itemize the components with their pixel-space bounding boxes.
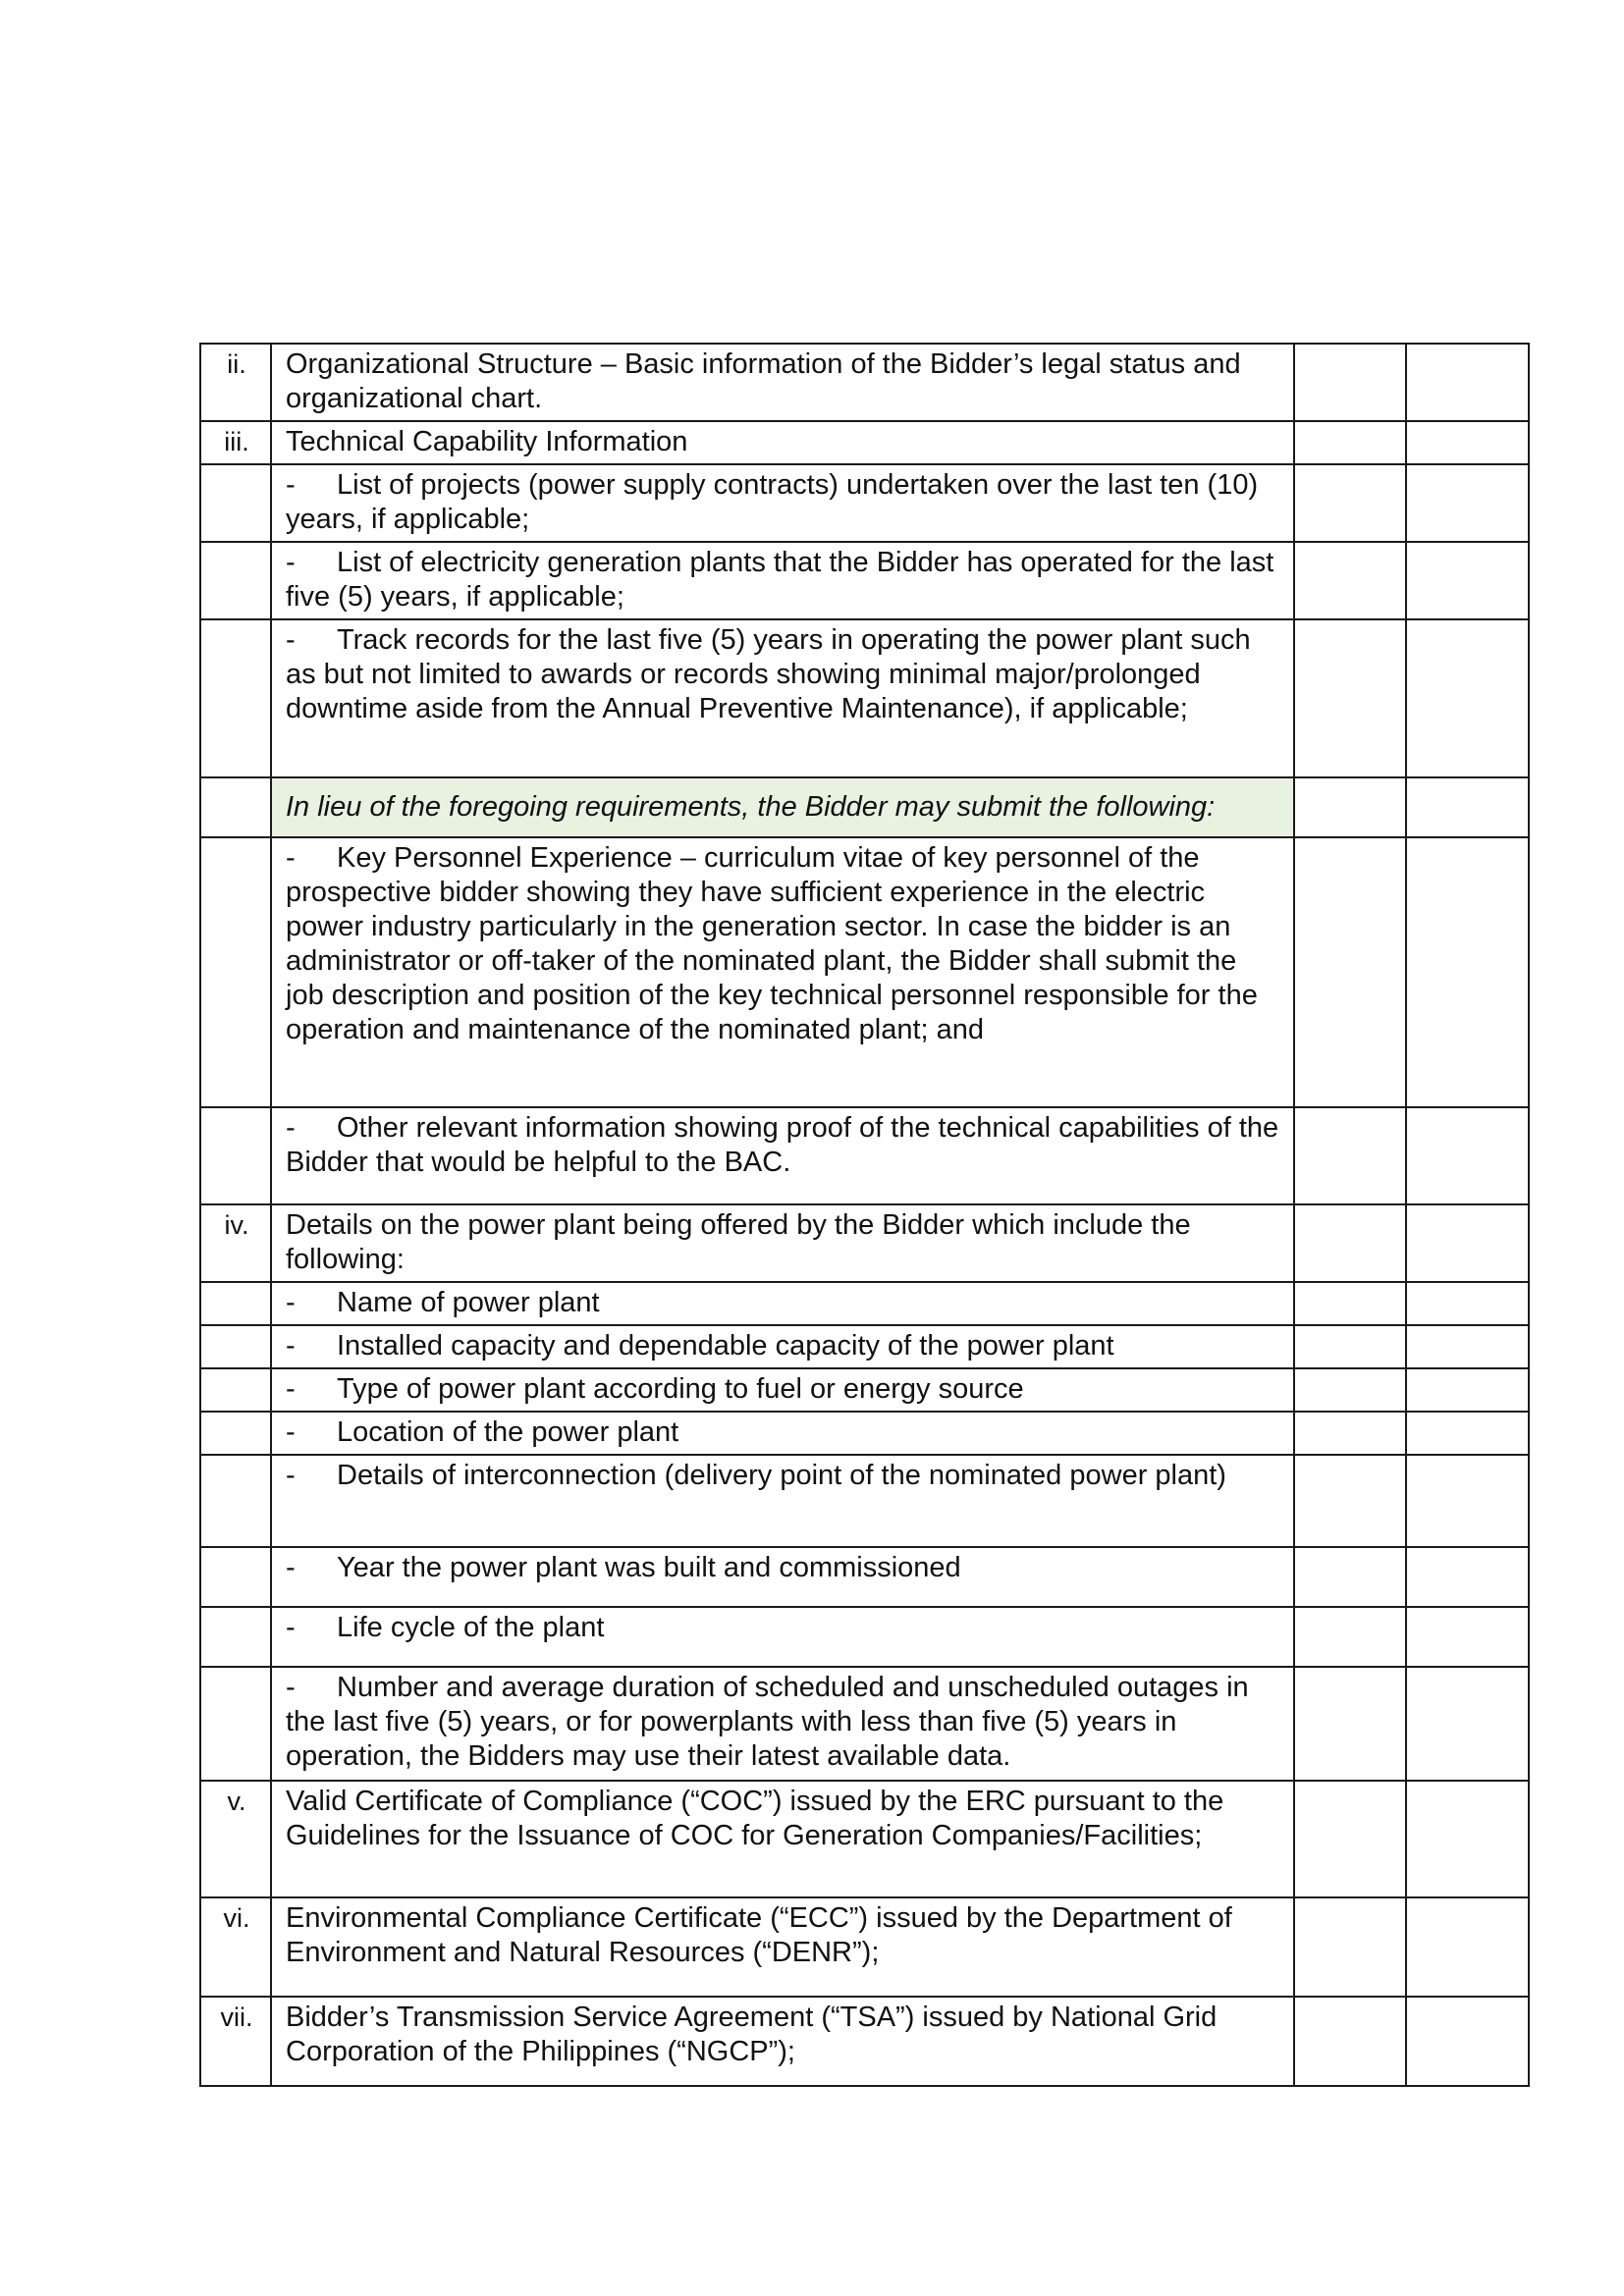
requirement-description-cell	[271, 1107, 1294, 1204]
table-row	[200, 1897, 1529, 1997]
bullet-dash: -	[286, 1373, 296, 1405]
requirement-text: Valid Certificate of Compliance (“COC”) issued by the ERC pursuant to the Guidelines for the Issuance of COC for Generation Companies/Facilities;	[286, 1786, 1224, 1851]
requirement-description-cell	[271, 1368, 1294, 1412]
requirement-description-cell	[271, 1897, 1294, 1997]
bullet-dash: -	[286, 1112, 296, 1144]
compliance-check-cell-b	[1406, 344, 1529, 421]
requirement-description-cell	[271, 464, 1294, 542]
table-row	[200, 777, 1529, 837]
requirement-description-cell	[271, 1997, 1294, 2086]
compliance-check-cell-a	[1294, 1204, 1406, 1282]
compliance-check-cell-b	[1406, 1368, 1529, 1412]
bullet-dash: -	[286, 1612, 296, 1643]
compliance-check-cell-b	[1406, 1667, 1529, 1781]
compliance-check-cell-a	[1294, 1997, 1406, 2086]
item-number-cell	[200, 1325, 271, 1368]
compliance-check-cell-a	[1294, 1368, 1406, 1412]
note-cell	[271, 777, 1294, 837]
compliance-check-cell-a	[1294, 421, 1406, 464]
compliance-check-cell-b	[1406, 1781, 1529, 1897]
requirement-text: Number and average duration of scheduled and unscheduled outages in the last five (5) years, or for powerplants with less than five (5) years in operation, the Bidders may use their latest available data.	[286, 1672, 1249, 1772]
compliance-check-cell-b	[1406, 1107, 1529, 1204]
compliance-check-cell-a	[1294, 464, 1406, 542]
compliance-check-cell-a	[1294, 619, 1406, 777]
requirement-text: Details on the power plant being offered by the Bidder which include the following:	[286, 1209, 1191, 1275]
requirement-text: Organizational Structure – Basic information of the Bidder’s legal status and organizational chart.	[286, 348, 1241, 414]
compliance-check-cell-b	[1406, 1997, 1529, 2086]
table-row	[200, 464, 1529, 542]
table-row	[200, 619, 1529, 777]
item-number-cell	[200, 1107, 271, 1204]
compliance-check-cell-b	[1406, 1412, 1529, 1455]
item-number-cell	[200, 1667, 271, 1781]
item-number-cell: vi.	[200, 1897, 271, 1997]
compliance-check-cell-b	[1406, 1204, 1529, 1282]
item-number-cell: iii.	[200, 421, 271, 464]
requirement-text: List of electricity generation plants that the Bidder has operated for the last five (5) years, if applicable;	[286, 547, 1274, 613]
requirement-text: Other relevant information showing proof of the technical capabilities of the Bidder that would be helpful to the BAC.	[286, 1112, 1279, 1178]
compliance-check-cell-b	[1406, 837, 1529, 1107]
requirement-description-cell	[271, 421, 1294, 464]
requirement-description-cell	[271, 344, 1294, 421]
item-number-cell: vii.	[200, 1997, 271, 2086]
table-row	[200, 1412, 1529, 1455]
requirement-description-cell	[271, 1781, 1294, 1897]
table-row	[200, 1547, 1529, 1607]
bullet-dash: -	[286, 1330, 296, 1362]
requirement-text: Bidder’s Transmission Service Agreement (“TSA”) issued by National Grid Corporation of the Philippines (“NGCP”);	[286, 2002, 1218, 2067]
compliance-check-cell-a	[1294, 1897, 1406, 1997]
compliance-check-cell-a	[1294, 1412, 1406, 1455]
item-number-cell	[200, 1412, 271, 1455]
requirement-description-cell	[271, 1204, 1294, 1282]
item-number-cell	[200, 619, 271, 777]
requirement-text: In lieu of the foregoing requirements, the Bidder may submit the following:	[286, 790, 1216, 823]
table-row	[200, 542, 1529, 619]
bullet-dash: -	[286, 469, 296, 501]
compliance-check-cell-b	[1406, 1897, 1529, 1997]
compliance-check-cell-a	[1294, 1547, 1406, 1607]
requirement-text: Details of interconnection (delivery point of the nominated power plant)	[337, 1460, 1226, 1491]
requirement-description-cell	[271, 1547, 1294, 1607]
requirement-description-cell	[271, 1667, 1294, 1781]
requirement-description-cell	[271, 1325, 1294, 1368]
bullet-dash: -	[286, 1287, 296, 1318]
requirement-text: Technical Capability Information	[286, 426, 688, 457]
table-row	[200, 1997, 1529, 2086]
requirement-text: Location of the power plant	[337, 1416, 679, 1448]
compliance-check-cell-b	[1406, 777, 1529, 837]
bullet-dash: -	[286, 1672, 296, 1703]
requirement-text: Name of power plant	[337, 1287, 600, 1318]
compliance-check-cell-a	[1294, 1455, 1406, 1547]
compliance-check-cell-b	[1406, 1282, 1529, 1325]
requirements-table	[199, 343, 1530, 2087]
item-number-cell	[200, 1547, 271, 1607]
bullet-dash: -	[286, 1460, 296, 1491]
table-row	[200, 1107, 1529, 1204]
compliance-check-cell-b	[1406, 1455, 1529, 1547]
requirement-description-cell	[271, 542, 1294, 619]
item-number-cell: ii.	[200, 344, 271, 421]
bullet-dash: -	[286, 842, 296, 874]
requirement-description-cell	[271, 1282, 1294, 1325]
item-number-cell: iv.	[200, 1204, 271, 1282]
item-number-cell	[200, 1282, 271, 1325]
item-number-cell	[200, 837, 271, 1107]
table-row	[200, 1607, 1529, 1667]
requirement-text: List of projects (power supply contracts) undertaken over the last ten (10) years, if applicable;	[286, 469, 1259, 535]
requirement-text: Key Personnel Experience – curriculum vitae of key personnel of the prospective bidder showing they have sufficient experience in the electric power industry particularly in the generation sector. In case the bidder is an administrator or off-taker of the nominated plant, the Bidder shall submit the job description and position of the key technical personnel responsible for the operation and maintenance of the nominated plant; and	[286, 842, 1258, 1045]
requirement-text: Life cycle of the plant	[337, 1612, 605, 1643]
table-row	[200, 837, 1529, 1107]
compliance-check-cell-a	[1294, 1282, 1406, 1325]
bullet-dash: -	[286, 547, 296, 578]
compliance-check-cell-b	[1406, 542, 1529, 619]
item-number-cell	[200, 542, 271, 619]
compliance-check-cell-b	[1406, 1607, 1529, 1667]
table-row	[200, 1455, 1529, 1547]
requirement-description-cell	[271, 1607, 1294, 1667]
compliance-check-cell-a	[1294, 1667, 1406, 1781]
requirement-text: Installed capacity and dependable capacity of the power plant	[337, 1330, 1114, 1362]
table-row	[200, 1204, 1529, 1282]
requirement-description-cell	[271, 837, 1294, 1107]
item-number-cell	[200, 1607, 271, 1667]
compliance-check-cell-b	[1406, 1547, 1529, 1607]
requirement-text: Year the power plant was built and commissioned	[337, 1552, 961, 1583]
item-number-cell	[200, 777, 271, 837]
table-row	[200, 344, 1529, 421]
table-row	[200, 1282, 1529, 1325]
table-row	[200, 1781, 1529, 1897]
compliance-check-cell-b	[1406, 464, 1529, 542]
item-number-cell	[200, 464, 271, 542]
compliance-check-cell-a	[1294, 542, 1406, 619]
compliance-check-cell-a	[1294, 777, 1406, 837]
table-row	[200, 1368, 1529, 1412]
compliance-check-cell-a	[1294, 344, 1406, 421]
item-number-cell: v.	[200, 1781, 271, 1897]
table-row	[200, 1325, 1529, 1368]
requirement-description-cell	[271, 619, 1294, 777]
requirements-table-body	[200, 344, 1529, 2086]
bullet-dash: -	[286, 1416, 296, 1448]
table-row	[200, 1667, 1529, 1781]
compliance-check-cell-a	[1294, 837, 1406, 1107]
compliance-check-cell-b	[1406, 619, 1529, 777]
item-number-cell	[200, 1368, 271, 1412]
compliance-check-cell-b	[1406, 421, 1529, 464]
requirement-text: Type of power plant according to fuel or energy source	[337, 1373, 1024, 1405]
requirement-description-cell	[271, 1455, 1294, 1547]
requirement-description-cell	[271, 1412, 1294, 1455]
table-row	[200, 421, 1529, 464]
bullet-dash: -	[286, 1552, 296, 1583]
requirement-text: Track records for the last five (5) years in operating the power plant such as but not limited to awards or records showing minimal major/prolonged downtime aside from the Annual Preventive Maintenance), if applicable;	[286, 624, 1251, 724]
compliance-check-cell-b	[1406, 1325, 1529, 1368]
bullet-dash: -	[286, 624, 296, 656]
compliance-check-cell-a	[1294, 1325, 1406, 1368]
compliance-check-cell-a	[1294, 1107, 1406, 1204]
requirement-text: Environmental Compliance Certificate (“ECC”) issued by the Department of Environment and Natural Resources (“DENR”);	[286, 1902, 1232, 1968]
compliance-check-cell-a	[1294, 1781, 1406, 1897]
item-number-cell	[200, 1455, 271, 1547]
compliance-check-cell-a	[1294, 1607, 1406, 1667]
